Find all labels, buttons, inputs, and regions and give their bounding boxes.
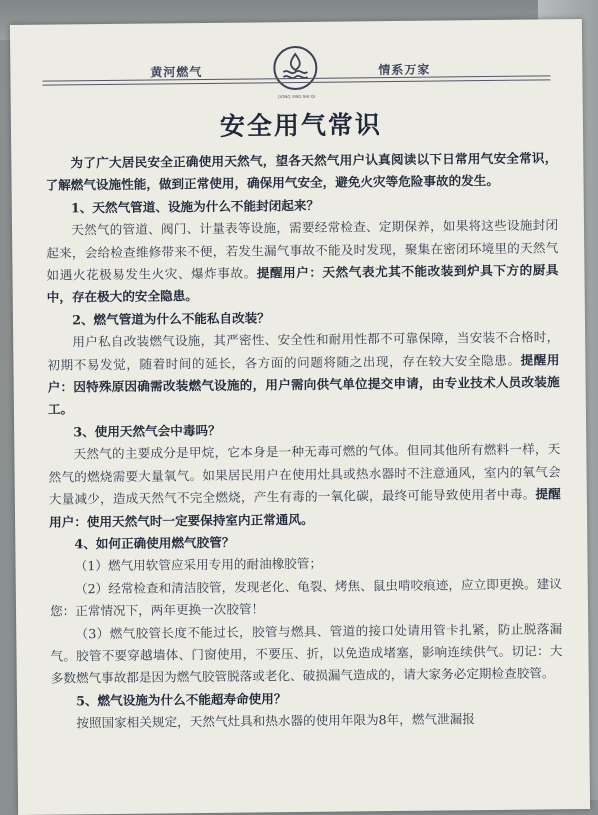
section-heading: 3、使用天然气会中毒吗？: [73, 422, 221, 440]
section-body: [47, 327, 560, 422]
header-company-name: 黄河燃气: [150, 65, 203, 80]
section-body-text: 按照国家相关规定，天然气灶具和热水器的使用年限为8年，燃气泄漏报: [76, 711, 475, 731]
header-slogan: 情系万家: [378, 62, 431, 78]
logo-caption: DONG YING SHI QI: [278, 93, 316, 100]
intro-text-1: 为了广大居民安全正确使用天然气，望各天然气用户认真阅读以下日常用气安全常识，了解燃气设施性能，做到正常使用，确保用气安全，: [45, 150, 558, 194]
list-item: （3）燃气胶管长度不能过长，胶管与燃具、管道的接口处请用管卡扎紧，防止脱落漏气。胶管不要穿越墙体、门窗使用，不要压、折，以免造成堵塞，影响连续供气。切记：大多数燃气事故都是因为燃气胶管脱落或老化、破损漏气造成的，请大家务必定期检查胶管。: [50, 620, 563, 686]
section-body: [46, 215, 559, 310]
section-body: [51, 707, 563, 735]
list-item: （1）燃气用软管应采用专用的耐油橡胶管；: [74, 556, 323, 574]
document-body: [45, 101, 564, 735]
section-body-text: 天然气的主要成分是甲烷，它本身是一种无毒可燃的气体。但同其他所有燃料一样，天然气的燃烧需要大量氧气。如果居民用户在使用灶具或热水器时不注意通风，室内的氧气会大量减少，造成天然气不完全燃烧，产生有毒的一氧化碳，最终可能导致使用者中毒。: [48, 441, 561, 507]
section-tip: 提醒用户：天然气表尤其不能改装到炉具下方的厨具中，存在极大的安全隐患。: [46, 262, 559, 306]
paper-sheet: [10, 19, 590, 815]
section-body-text: 天然气的管道、阀门、计量表等设施，需要经常检查、定期保养，如果将这些设施封闭起来，会给检查维修带来不便，若发生漏气事故不能及时发现，聚集在密闭环境里的天然气如遇火花极易发生火灾、爆炸事故。: [46, 217, 559, 283]
section-heading: 4、如何正确使用燃气胶管？: [74, 534, 235, 552]
list-item: （2）经常检查和清洁胶管，发现老化、龟裂、烤焦、鼠虫啃咬痕迹，应立即更换。建议您：正常情况下，两年更换一次胶管！: [49, 575, 562, 619]
section-heading: 2、燃气管道为什么不能私自改装？: [72, 310, 270, 328]
section-tip: 提醒用户：使用天然气时一定要保持室内正常通风。: [49, 486, 561, 530]
document-title: 安全用气常识: [219, 110, 383, 141]
intro-text-2: 避免火灾等危险事故的发生。: [335, 173, 499, 191]
company-logo-icon: [271, 44, 320, 93]
section-heading: 1、天然气管道、设施为什么不能封闭起来？: [70, 197, 320, 216]
section-body-text: 用户私自改装燃气设施，其严密性、安全性和耐用性都不可靠保障，当安装不合格时，初期不易发觉，随着时间的延长，各方面的问题将随之出现，存在较大安全隐患。: [47, 329, 560, 373]
section-tip: 提醒用户：因特殊原因确需改装燃气设施的，用户需向供气单位提交申请，由专业技术人员改装施工。: [47, 351, 560, 418]
letterhead: [42, 41, 550, 100]
intro-paragraph: [45, 147, 557, 197]
section-heading: 5、燃气设施为什么不能超寿命使用？: [76, 690, 287, 709]
section-body: [48, 439, 561, 534]
